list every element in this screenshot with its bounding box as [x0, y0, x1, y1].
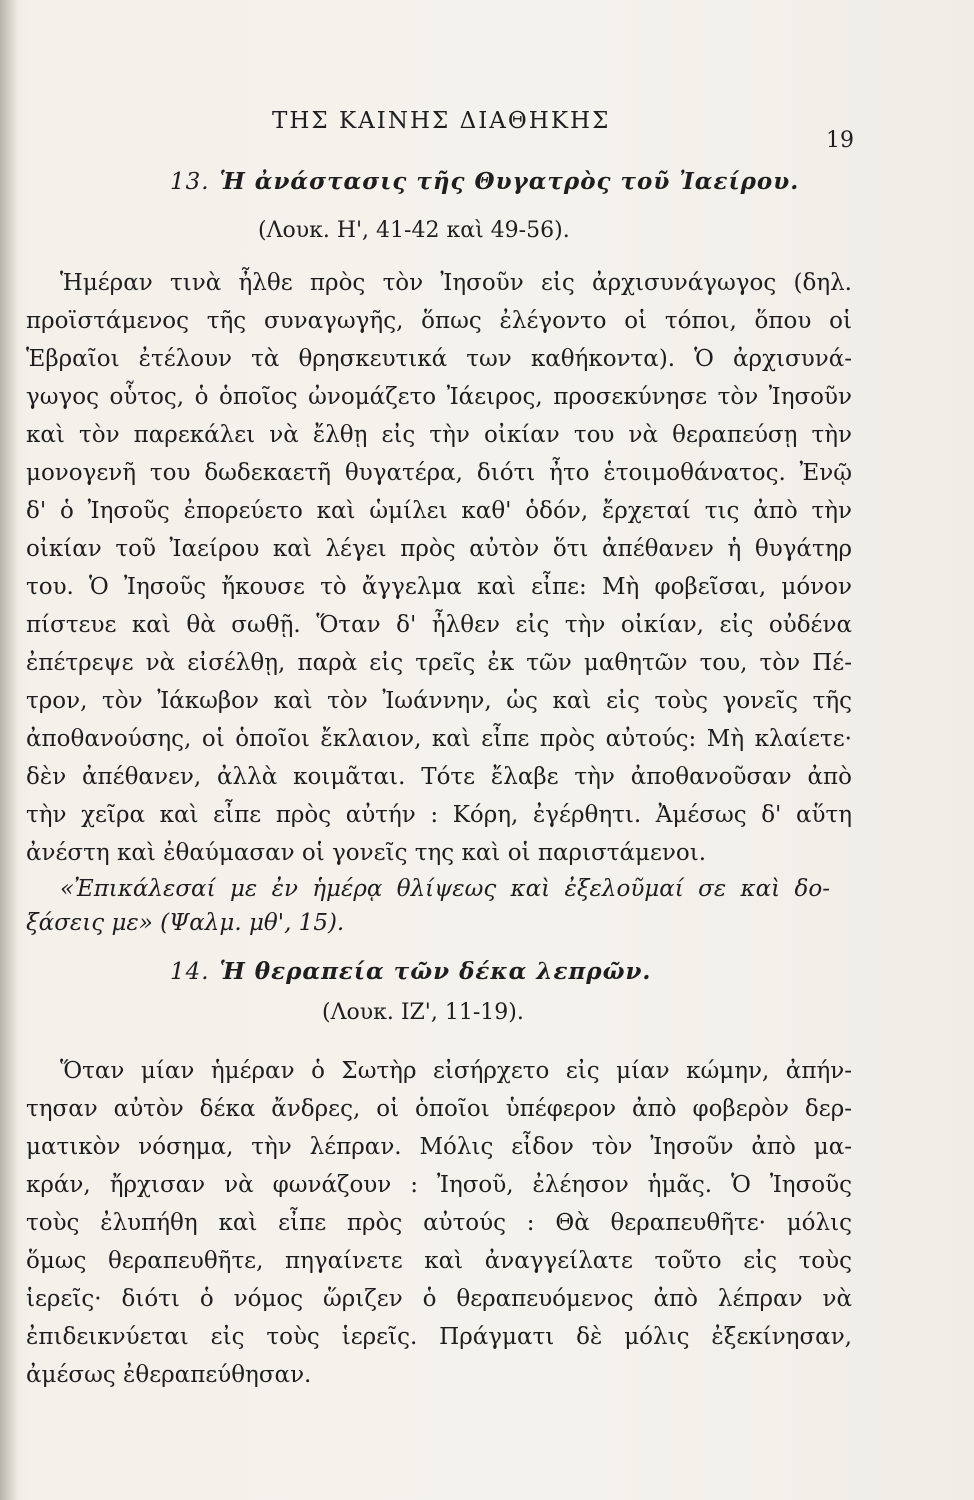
- paragraph-line: ἀποθανούσης, οἱ ὁποῖοι ἔκλαιον, καὶ εἶπε πρὸς αὐτούς: Μὴ κλαίετε·: [26, 726, 852, 752]
- paragraph-line: Ἡμέραν τινὰ ἦλθε πρὸς τὸν Ἰησοῦν εἰς ἀρχισυνάγωγος (δηλ.: [60, 270, 852, 296]
- section-14-reference: (Λουκ. ΙΖ', 11-19).: [322, 1000, 524, 1025]
- scripture-quote-line: «Ἐπικάλεσαί με ἐν ἡμέρᾳ θλίψεως καὶ ἐξελοῦμαί σε καὶ δο-: [60, 876, 830, 902]
- paragraph-line: μονογενῆ του δωδεκαετῆ θυγατέρα, διότι ἦτο ἑτοιμοθάνατος. Ἐνῷ: [26, 460, 852, 486]
- paragraph-line: ἀμέσως ἐθεραπεύθησαν.: [26, 1362, 312, 1388]
- paragraph-line: τρον, τὸν Ἰάκωβον καὶ τὸν Ἰωάννην, ὡς καὶ εἰς τοὺς γονεῖς τῆς: [26, 688, 852, 714]
- paragraph-line: κράν, ἤρχισαν νὰ φωνάζουν : Ἰησοῦ, ἐλέησον ἡμᾶς. Ὁ Ἰησοῦς: [26, 1172, 852, 1198]
- section-13-heading: [170, 168, 799, 195]
- section-number: 13.: [170, 169, 210, 195]
- scripture-quote-line: ξάσεις με» (Ψαλμ. μθ', 15).: [26, 910, 345, 936]
- paragraph-line: ἀνέστη καὶ ἐθαύμασαν οἱ γονεῖς της καὶ οἱ παριστάμενοι.: [26, 840, 707, 866]
- page-number: 19: [826, 128, 854, 153]
- running-head: ΤΗΣ ΚΑΙΝΗΣ ΔΙΑΘΗΚΗΣ: [272, 108, 611, 134]
- paragraph-line: ἐπιδεικνύεται εἰς τοὺς ἱερεῖς. Πράγματι δὲ μόλις ἐξεκίνησαν,: [26, 1324, 852, 1350]
- page-spine-shadow: [0, 0, 18, 1500]
- paragraph-line: προϊστάμενος τῆς συναγωγῆς, ὅπως ἐλέγοντο οἱ τόποι, ὅπου οἱ: [26, 308, 852, 334]
- paragraph-line: γωγος οὗτος, ὁ ὁποῖος ὠνομάζετο Ἰάειρος, προσεκύνησε τὸν Ἰησοῦν: [26, 384, 852, 410]
- paragraph-line: οἰκίαν τοῦ Ἰαείρου καὶ λέγει πρὸς αὐτὸν ὅτι ἀπέθανεν ἡ θυγάτηρ: [26, 536, 852, 562]
- paragraph-line: ὅμως θεραπευθῆτε, πηγαίνετε καὶ ἀναγγείλατε τοῦτο εἰς τοὺς: [26, 1248, 852, 1274]
- paragraph-line: δὲν ἀπέθανεν, ἀλλὰ κοιμᾶται. Τότε ἔλαβε τὴν ἀποθανοῦσαν ἀπὸ: [26, 764, 852, 790]
- paragraph-line: ἐπέτρεψε νὰ εἰσέλθῃ, παρὰ εἰς τρεῖς ἐκ τῶν μαθητῶν του, τὸν Πέ-: [26, 650, 852, 676]
- paragraph-line: καὶ τὸν παρεκάλει νὰ ἔλθῃ εἰς τὴν οἰκίαν του νὰ θεραπεύσῃ τὴν: [26, 422, 852, 448]
- paragraph-line: τησαν αὐτὸν δέκα ἄνδρες, οἱ ὁποῖοι ὑπέφερον ἀπὸ φοβερὸν δερ-: [26, 1096, 852, 1122]
- paragraph-line: πίστευε καὶ θὰ σωθῇ. Ὅταν δ' ἦλθεν εἰς τὴν οἰκίαν, εἰς οὐδένα: [26, 612, 852, 638]
- paragraph-line: Ὅταν μίαν ἡμέραν ὁ Σωτὴρ εἰσήρχετο εἰς μίαν κώμην, ἀπήν-: [60, 1058, 852, 1084]
- paragraph-line: τοὺς ἐλυπήθη καὶ εἶπε πρὸς αὐτούς : Θὰ θεραπευθῆτε· μόλις: [26, 1210, 852, 1236]
- section-13-reference: (Λουκ. Η', 41-42 καὶ 49-56).: [258, 218, 570, 243]
- paragraph-line: δ' ὁ Ἰησοῦς ἐπορεύετο καὶ ὡμίλει καθ' ὁδόν, ἔρχεταί τις ἀπὸ τὴν: [26, 498, 852, 524]
- paragraph-line: του. Ὁ Ἰησοῦς ἤκουσε τὸ ἄγγελμα καὶ εἶπε: Μὴ φοβεῖσαι, μόνον: [26, 574, 852, 600]
- paragraph-line: Ἑβραῖοι ἐτέλουν τὰ θρησκευτικά των καθήκοντα). Ὁ ἀρχισυνά-: [26, 346, 852, 372]
- section-title: Ἡ ἀνάστασις τῆς Θυγατρὸς τοῦ Ἰαείρου.: [219, 168, 800, 195]
- section-number: 14.: [170, 959, 210, 985]
- paragraph-line: ἱερεῖς· διότι ὁ νόμος ὥριζεν ὁ θεραπευόμενος ἀπὸ λέπραν νὰ: [26, 1286, 852, 1312]
- section-14-heading: [170, 958, 651, 985]
- section-title: Ἡ θεραπεία τῶν δέκα λεπρῶν.: [219, 958, 652, 985]
- paragraph-line: τὴν χεῖρα καὶ εἶπε πρὸς αὐτήν : Κόρη, ἐγέρθητι. Ἀμέσως δ' αὕτη: [26, 802, 852, 828]
- paragraph-line: ματικὸν νόσημα, τὴν λέπραν. Μόλις εἶδον τὸν Ἰησοῦν ἀπὸ μα-: [26, 1134, 852, 1160]
